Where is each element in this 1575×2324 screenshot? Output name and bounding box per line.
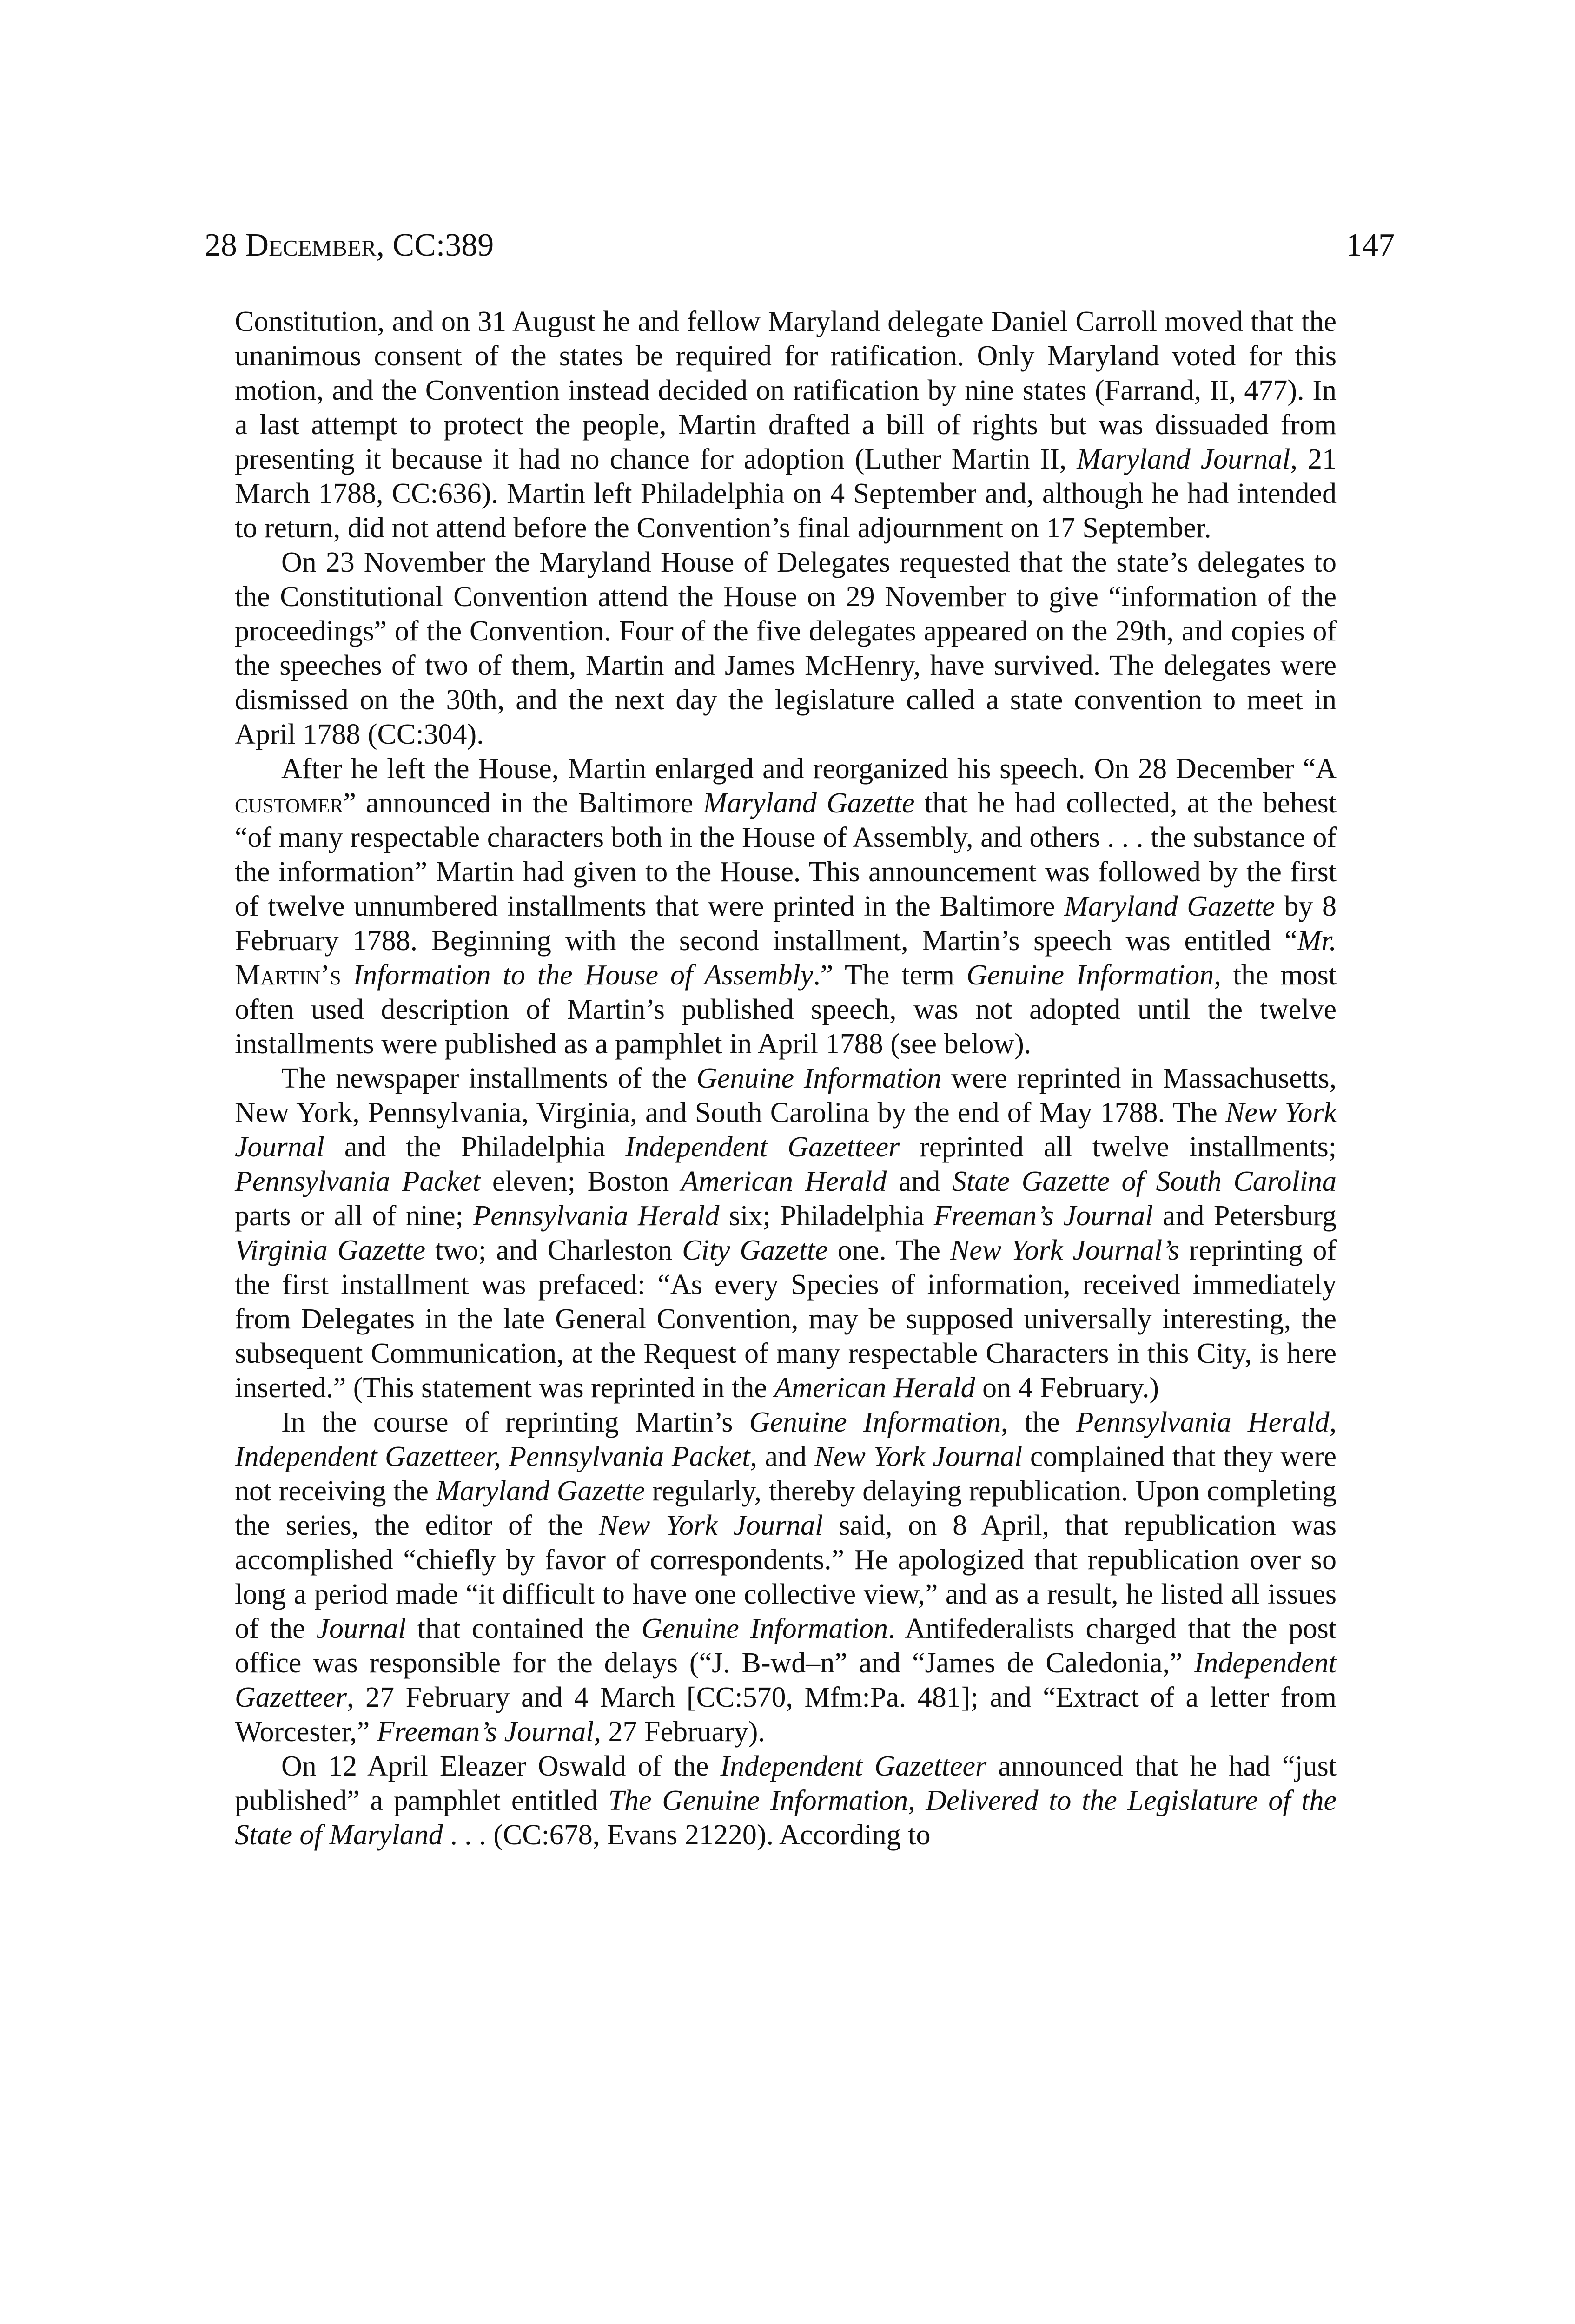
text-run: reprinted all twelve installments; bbox=[900, 1131, 1337, 1163]
italic-text: Virginia Gazette bbox=[235, 1235, 426, 1266]
text-run: by 8 February 1788. Beginning with the second installment, Martin’s speech was entitled “ bbox=[235, 891, 1337, 957]
italic-text: New York Journal bbox=[235, 1097, 1337, 1163]
text-run: In the course of reprinting Martin’s bbox=[281, 1406, 749, 1438]
text-run: two; and Charleston bbox=[425, 1235, 682, 1266]
italic-text: Information to the House of Assembly bbox=[341, 959, 814, 991]
italic-text: Freeman’s Journal bbox=[377, 1716, 594, 1748]
italic-text: Independent Gazetteer bbox=[625, 1131, 900, 1163]
text-run: that contained the bbox=[406, 1613, 642, 1644]
italic-text: Maryland Journal bbox=[1077, 443, 1290, 475]
text-run: .” The term bbox=[813, 959, 966, 991]
text-run: reprinting of the first installment was prefaced: “As every Species of information, received immediately from Delegates in the late General Convention, may be supposed universally interesting, the subsequent Communication, at the Request of many respectable Characters in this City, is here inserted.” (This statement was reprinted in the bbox=[235, 1235, 1337, 1404]
text-run: announced that he had “just published” a pamphlet entitled bbox=[235, 1750, 1337, 1816]
italic-text: State Gazette of South Carolina bbox=[952, 1166, 1337, 1197]
italic-text: Pennsylvania Herald bbox=[473, 1200, 720, 1232]
italic-text: Independent Gazetteer bbox=[235, 1647, 1337, 1713]
running-head bbox=[205, 222, 1395, 269]
paragraph bbox=[235, 545, 1337, 752]
smallcaps-text: Martin’s bbox=[235, 959, 341, 991]
italic-text: Maryland Gazette bbox=[436, 1475, 645, 1507]
text-run: said, on 8 April, that republication was accomplished “chiefly by favor of correspondents.” He apologized that republication over so long a period made “it difficult to have one collective view,” and as a result, he listed all issues of the bbox=[235, 1510, 1337, 1644]
text-run: The newspaper installments of the bbox=[281, 1063, 697, 1094]
paragraph bbox=[235, 1405, 1337, 1749]
text-run: one. The bbox=[827, 1235, 950, 1266]
text-run: , and bbox=[750, 1441, 814, 1472]
running-head-date-smallcaps: ecember bbox=[269, 227, 377, 263]
page-number: 147 bbox=[1346, 227, 1395, 263]
text-run: , 27 February and 4 March [CC:570, Mfm:Pa. 481]; and “Extract of a letter from Worcester,” bbox=[235, 1682, 1337, 1748]
italic-text: City Gazette bbox=[682, 1235, 828, 1266]
italic-text: New York Journal’s bbox=[950, 1235, 1180, 1266]
text-run: , the most often used description of Martin’s published speech, was not adopted until the twelve installments were published as a pamphlet in April 1788 (see below). bbox=[235, 959, 1337, 1060]
running-head-title bbox=[205, 222, 494, 269]
italic-text: Maryland Gazette bbox=[1064, 891, 1275, 922]
paragraph bbox=[235, 304, 1337, 545]
text-run: On 23 November the Maryland House of Delegates requested that the state’s delegates to the Constitutional Convention attend the House on 29 November to give “information of the proceedings” of the Convention. Four of the five delegates appeared on the 29th, and copies of the speeches of two of them, Martin and James McHenry, have survived. The delegates were dismissed on the 30th, and the next day the legislature called a state convention to meet in April 1788 (CC:304). bbox=[235, 547, 1337, 750]
italic-text: Genuine Information bbox=[696, 1063, 942, 1094]
text-run: and the Philadelphia bbox=[324, 1131, 625, 1163]
italic-text: The Genuine Information, Delivered to the Legislature of the State of Maryland bbox=[235, 1785, 1337, 1851]
text-run: ” announced in the Baltimore bbox=[343, 787, 703, 819]
text-run: were reprinted in Massachusetts, New York, Pennsylvania, Virginia, and South Carolina by the end of May 1788. The bbox=[235, 1063, 1337, 1129]
smallcaps-text: A customer bbox=[235, 753, 1337, 819]
paragraph bbox=[235, 1061, 1337, 1405]
paragraph bbox=[235, 1749, 1337, 1852]
text-run: , 27 February). bbox=[594, 1716, 765, 1748]
italic-text: Pennsylvania Packet bbox=[235, 1166, 481, 1197]
text-run: . Antifederalists charged that the post office was responsible for the delays (“J. B-wd–n” and “James de Caledonia,” bbox=[235, 1613, 1337, 1679]
italic-text: New York Journal bbox=[599, 1510, 823, 1541]
running-head-date: 28 D bbox=[205, 227, 269, 263]
text-run: , the bbox=[1001, 1406, 1076, 1438]
text-run: and Petersburg bbox=[1153, 1200, 1337, 1232]
text-run: eleven; Boston bbox=[480, 1166, 681, 1197]
text-run: , 21 March 1788, CC:636). Martin left Philadelphia on 4 September and, although he had intended to return, did not attend before the Convention’s final adjournment on 17 September. bbox=[235, 443, 1337, 544]
italic-text: Maryland Gazette bbox=[703, 787, 915, 819]
text-run: six; Philadelphia bbox=[719, 1200, 934, 1232]
paragraph bbox=[235, 752, 1337, 1061]
italic-text: Genuine Information bbox=[966, 959, 1214, 991]
body-text bbox=[235, 304, 1337, 1852]
running-head-doc-id: , CC:389 bbox=[376, 227, 494, 263]
italic-text: Journal bbox=[316, 1613, 406, 1644]
text-run: Constitution, and on 31 August he and fellow Maryland delegate Daniel Carroll moved that the unanimous consent of the states be required for ratification. Only Maryland voted for this motion, and the Convention instead decided on ratification by nine states (Farrand, II, 477). In a last attempt to protect the people, Martin drafted a bill of rights but was dissuaded from presenting it because it had no chance for adoption (Luther Martin II, bbox=[235, 306, 1337, 475]
text-run: on 4 February.) bbox=[975, 1372, 1159, 1404]
italic-text: American Herald bbox=[681, 1166, 887, 1197]
text-run: After he left the House, Martin enlarged and reorganized his speech. On 28 December “ bbox=[281, 753, 1316, 785]
italic-text: Independent Gazetteer bbox=[720, 1750, 987, 1782]
italic-text: Genuine Information bbox=[641, 1613, 888, 1644]
text-run: complained that they were not receiving the bbox=[235, 1441, 1337, 1507]
text-run: regularly, thereby delaying republication. Upon completing the series, the editor of the bbox=[235, 1475, 1337, 1541]
italic-text: American Herald bbox=[774, 1372, 975, 1404]
text-run: parts or all of nine; bbox=[235, 1200, 473, 1232]
italic-text: Mr. bbox=[1297, 925, 1337, 957]
text-run: that he had collected, at the behest “of many respectable characters both in the House of Assembly, and others . . . the substance of the information” Martin had given to the House. This announcement was followed by the first of twelve unnumbered installments that were printed in the Baltimore bbox=[235, 787, 1337, 922]
text-run: . . . (CC:678, Evans 21220). According to bbox=[443, 1819, 931, 1851]
italic-text: Freeman’s Journal bbox=[933, 1200, 1153, 1232]
italic-text: Pennsylvania Herald, Independent Gazetteer, Pennsylvania Packet bbox=[235, 1406, 1337, 1472]
italic-text: Genuine Information bbox=[749, 1406, 1001, 1438]
italic-text: New York Journal bbox=[814, 1441, 1023, 1472]
text-run: and bbox=[887, 1166, 953, 1197]
text-run: On 12 April Eleazer Oswald of the bbox=[281, 1750, 721, 1782]
